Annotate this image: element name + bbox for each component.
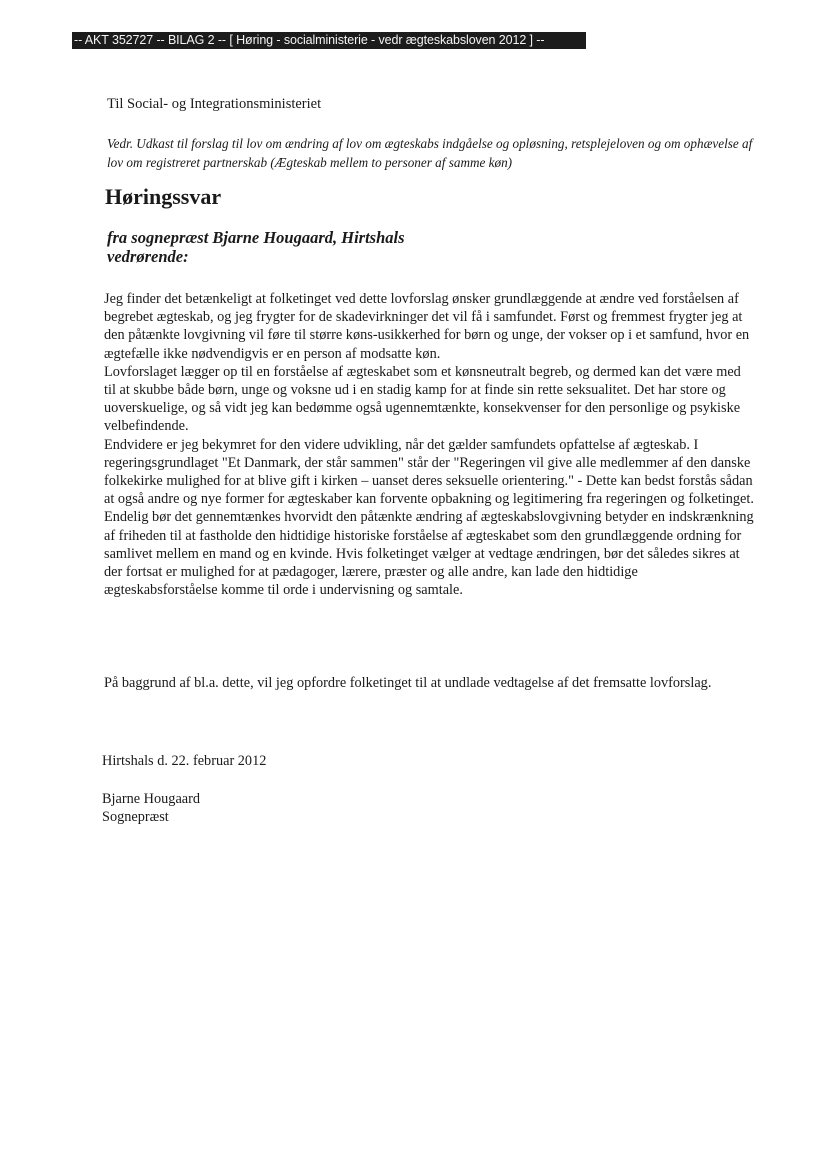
place-and-date: Hirtshals d. 22. februar 2012 [102,753,267,769]
recipient-line: Til Social- og Integrationsministeriet [107,96,322,112]
letter-body [104,290,754,599]
body-paragraph: Endelig bør det gennemtænkes hvorvidt den påtænkte ændring af ægteskabslovgivning betyder en indskrænkning af friheden til at fastholde den hidtidige historiske forståelse af ægteskabet som den grundlæggende ordning for samlivet mellem en mand og en kvinde. Hvis folketinget vælger at vedtage ændringen, bør det således sikres at der fortsat er mulighed for at pædagoger, lærere, præster og alle andre, kan lade den hidtidige ægteskabsforståelse komme til orde i undervisning og samtale. [104,509,754,599]
body-paragraph: Jeg finder det betænkeligt at folketinget ved dette lovforslag ønsker grundlæggende at ændre ved forståelsen af begrebet ægteskab, og jeg frygter for de skadevirkninger det vil få i samfundet. Først og fremmest frygter jeg at den påtænkte lovgivning vil føre til større køns-usikkerhed for børn og unge, der vokser op i et samfund, hvor en ægtefælle ikke nødvendigvis er en person af modsatte køn. [104,291,750,362]
archive-header-bar: -- AKT 352727 -- BILAG 2 -- [ Høring - socialministerie - vedr ægteskabsloven 2012 ] -- [72,32,586,49]
body-paragraph: Endvidere er jeg bekymret for den videre udvikling, når det gælder samfundets opfattelse af ægteskab. I regeringsgrundlaget "Et Danmark, der står sammen" står der "Regeringen vil give alle medlemmer af den danske folkekirke mulighed for at blive gift i kirken – uanset deres seksuelle orientering." - Dette kan bedst forstås sådan at også andre og nye former for ægteskaber kan forvente opbakning og legitimering fra regeringen og folketinget. [104,436,754,508]
body-paragraph: Lovforslaget lægger op til en forståelse af ægteskabet som et kønsneutralt begreb, og dermed kan det være med til at skubbe både børn, unge og voksne ud i en stadig kamp for at finde sin rette seksualitet. Det har store og uoverskuelige, og så vidt jeg kan bedømme også ugennemtænkte, konsekvenser for den personlige og psykiske velbefindende. [104,363,741,435]
sender-line: fra sognepræst Bjarne Hougaard, Hirtshals [107,228,405,247]
signature-name: Bjarne Hougaard [102,791,201,807]
subject-line: Vedr. Udkast til forslag til lov om ændring af lov om ægteskabs indgåelse og opløsning, retsplejeloven og om ophævelse af lov om registreret partnerskab (Ægteskab mellem to personer af samme køn) [107,136,753,170]
regarding-line: vedrørende: [107,247,189,266]
signature-role: Sognepræst [102,809,169,825]
sender-block [107,228,405,266]
closing-paragraph: På baggrund af bl.a. dette, vil jeg opfordre folketinget til at undlade vedtagelse af det fremsatte lovforslag. [104,675,712,691]
document-title: Høringssvar [105,184,222,209]
